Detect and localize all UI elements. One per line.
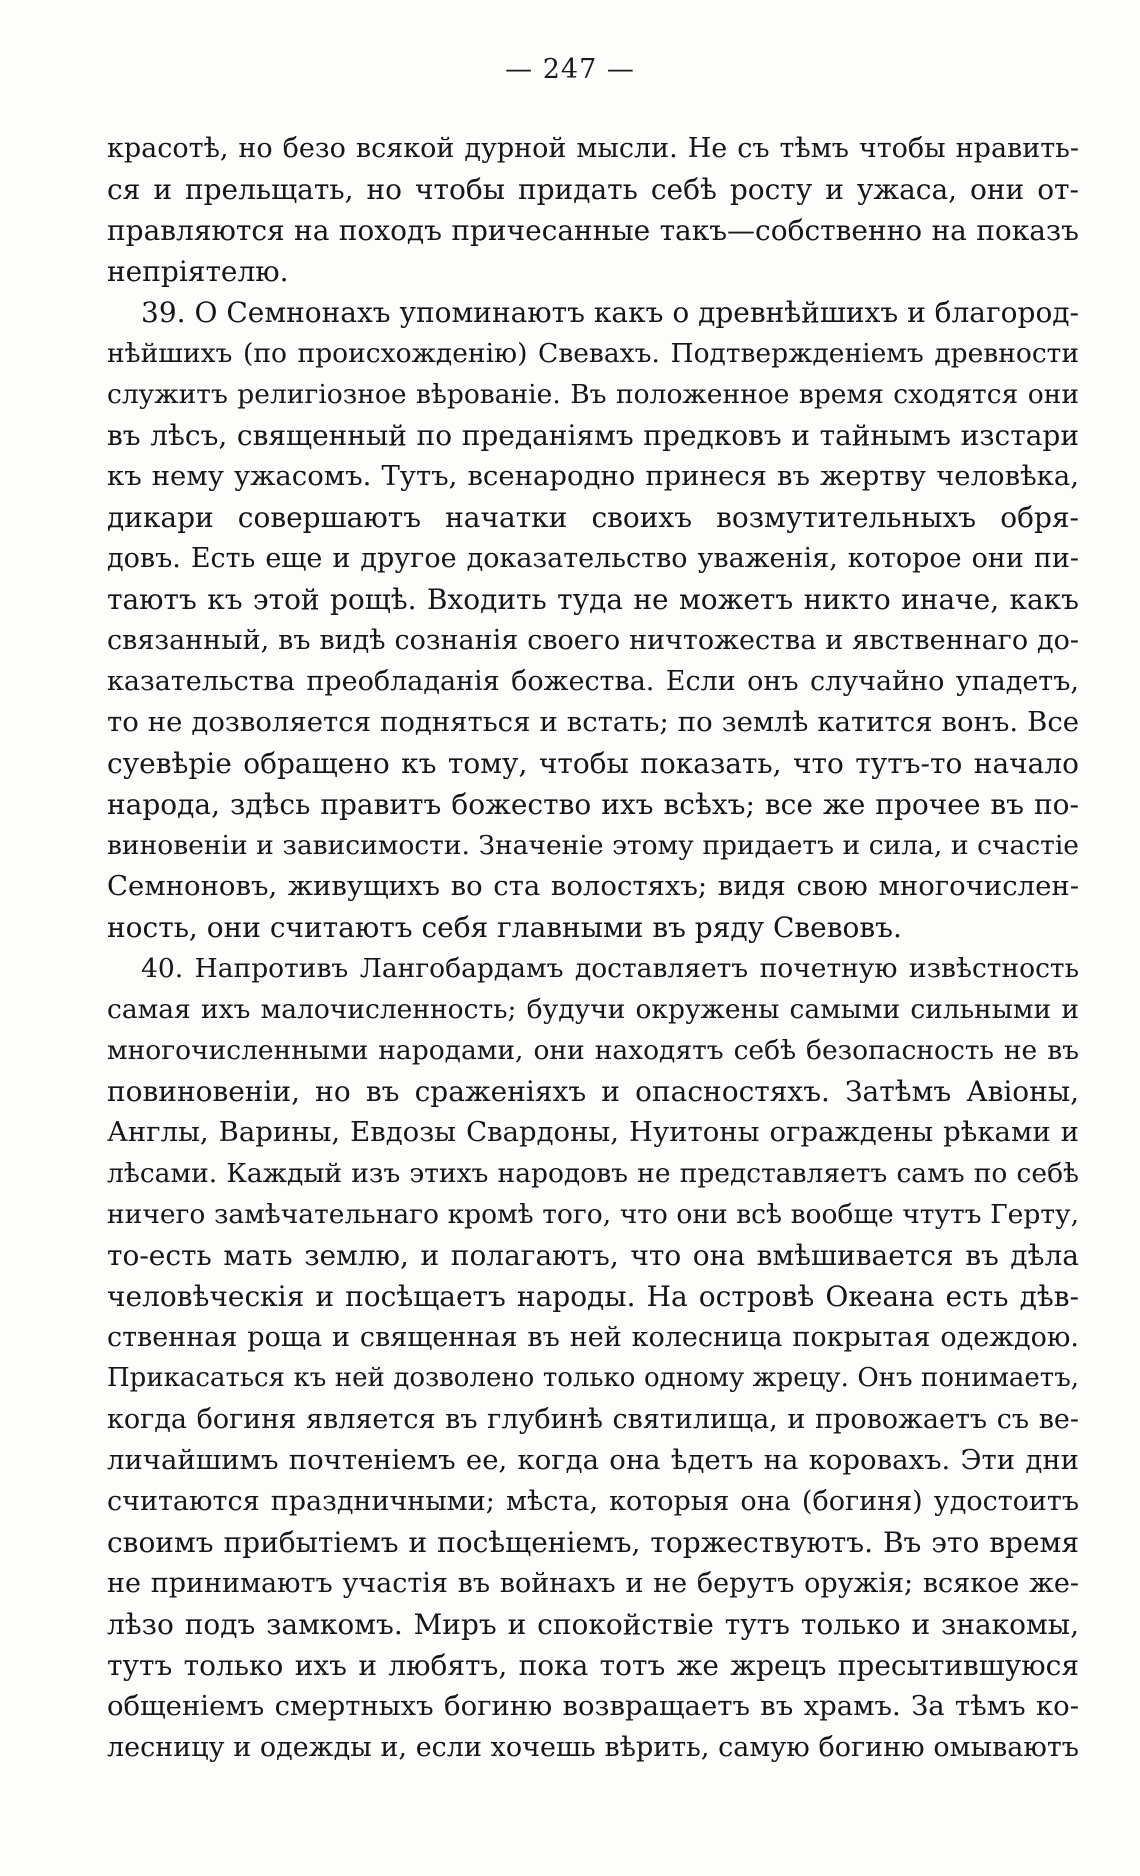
text-line: довъ. Есть еще и другое доказательство уваженія, которое они пи- bbox=[107, 543, 1079, 574]
text-line: личайшимъ почтеніемъ ее, когда она ѣдетъ на коровахъ. Эти дни bbox=[107, 1444, 1079, 1476]
text-line: въ лѣсъ, священный по преданіямъ предковъ и тайнымъ изстари bbox=[107, 419, 1079, 452]
text-line: общеніемъ смертныхъ богиню возвращаетъ въ храмъ. За тѣмъ ко- bbox=[107, 1690, 1079, 1722]
text-line: ность, они считаютъ себя главными въ ряду Свевовъ. bbox=[107, 911, 902, 944]
text-line: суевѣріе обращено къ тому, чтобы показать, что тутъ-то начало bbox=[107, 747, 1079, 780]
text-line: считаются праздничными; мѣста, которыя она (богиня) удостоитъ bbox=[107, 1486, 1079, 1517]
text-line: человѣческія и посѣщаетъ народы. На островѣ Океана есть дѣв- bbox=[107, 1280, 1079, 1313]
page-number: — 247 — bbox=[505, 54, 635, 85]
text-line: то не дозволяется подняться и встать; по землѣ катится вонъ. Все bbox=[107, 706, 1079, 738]
text-line: ся и прельщать, но чтобы придать себѣ росту и ужаса, они от- bbox=[107, 173, 1079, 206]
text-line: повиновеніи, но въ сраженіяхъ и опасностяхъ. Затѣмъ Авіоны, bbox=[107, 1075, 1079, 1108]
text-line: непріятелю. bbox=[107, 255, 289, 288]
text-line: тутъ только ихъ и любятъ, пока тотъ же жрецъ пресытившуюся bbox=[107, 1649, 1079, 1682]
text-line: народа, здѣсь правитъ божество ихъ всѣхъ; все же прочее въ по- bbox=[107, 788, 1079, 821]
body-text bbox=[107, 128, 1079, 1768]
text-line: красотѣ, но безо всякой дурной мысли. Не съ тѣмъ чтобы нравить- bbox=[107, 133, 1079, 164]
text-line: служитъ религіозное вѣрованіе. Въ положенное время сходятся они bbox=[107, 379, 1079, 410]
text-line: многочисленными народами, они находятъ себѣ безопасность не въ bbox=[107, 1035, 1079, 1066]
text-line: Англы, Варины, Евдозы Свардоны, Нуитоны ограждены рѣками и bbox=[107, 1116, 1079, 1148]
text-line: Семноновъ, живущихъ во ста волостяхъ; видя свою многочислен- bbox=[107, 870, 1079, 902]
text-line: виновеніи и зависимости. Значеніе этому придаетъ и сила, и счастіе bbox=[107, 830, 1079, 861]
text-line: нѣйшихъ (по происхожденію) Свевахъ. Подтвержденіемъ древности bbox=[107, 338, 1079, 369]
text-line: таютъ къ этой рощѣ. Входить туда не можетъ никто иначе, какъ bbox=[107, 583, 1079, 616]
text-line: лѣсами. Каждый изъ этихъ народовъ не представляетъ самъ по себѣ bbox=[107, 1158, 1079, 1189]
text-line: когда богиня является въ глубинѣ святилища, и провожаетъ съ ве- bbox=[107, 1404, 1079, 1435]
text-line: къ нему ужасомъ. Тутъ, всенародно принеся въ жертву человѣка, bbox=[107, 460, 1079, 492]
text-line: правляются на походъ причесанные такъ—собственно на показъ bbox=[107, 214, 1079, 247]
text-line: 40. Напротивъ Лангобардамъ доставляетъ почетную извѣстность bbox=[141, 953, 1079, 984]
text-line: своимъ прибытіемъ и посѣщеніемъ, торжествуютъ. Въ это время bbox=[107, 1526, 1079, 1559]
text-line: не принимаютъ участія въ войнахъ и не берутъ оружія; всякое же- bbox=[107, 1568, 1079, 1599]
text-line: лѣзо подъ замкомъ. Миръ и спокойствіе тутъ только и знакомы, bbox=[107, 1608, 1079, 1641]
text-line: лесницу и одежды и, если хочешь вѣрить, самую богиню омываютъ bbox=[107, 1732, 1079, 1763]
text-line: казательства преобладанія божества. Если онъ случайно упадетъ, bbox=[107, 666, 1079, 697]
text-line: дикари совершаютъ начатки своихъ возмутительныхъ обря- bbox=[107, 501, 1079, 534]
text-line: ничего замѣчательнаго кромѣ того, что они всѣ вообще чтутъ Герту, bbox=[107, 1199, 1079, 1230]
text-line: Прикасаться къ ней дозволено только одному жрецу. Онъ понимаетъ, bbox=[107, 1363, 1079, 1393]
text-line: 39. О Семнонахъ упоминаютъ какъ о древнѣйшихъ и благород- bbox=[141, 296, 1079, 329]
text-line: то-есть мать землю, и полагаютъ, что она вмѣшивается въ дѣла bbox=[107, 1239, 1079, 1272]
text-line: связанный, въ видѣ сознанія своего ничтожества и явственнаго до- bbox=[107, 625, 1079, 656]
text-line: ственная роща и священная въ ней колесница покрытая одеждою. bbox=[107, 1322, 1079, 1353]
text-line: самая ихъ малочисленность; будучи окружены самыми сильными и bbox=[107, 994, 1079, 1025]
